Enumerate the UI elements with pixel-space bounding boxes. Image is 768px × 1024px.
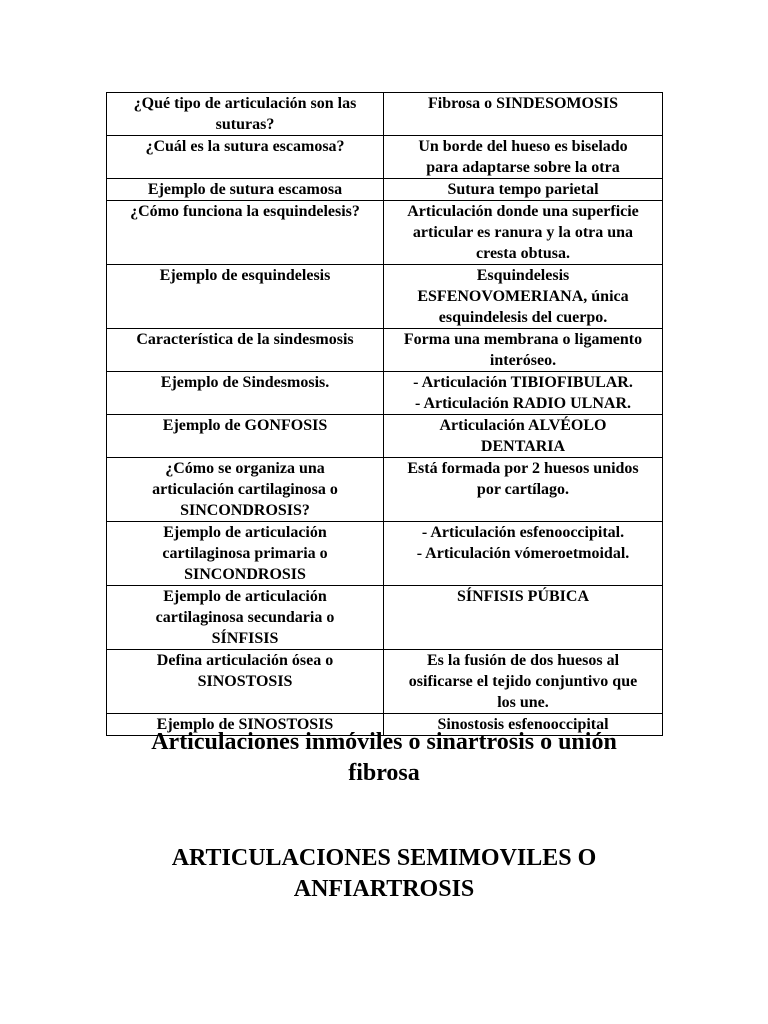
table-row (107, 93, 663, 136)
answer-cell: Un borde del hueso es biselado para adaptarse sobre la otra (384, 136, 663, 179)
question-cell: Ejemplo de GONFOSIS (107, 415, 384, 458)
question-cell: Ejemplo de sutura escamosa (107, 179, 384, 201)
table-row (107, 136, 663, 179)
answer-cell: SÍNFISIS PÚBICA (384, 586, 663, 650)
question-cell: Característica de la sindesmosis (107, 329, 384, 372)
table-row (107, 372, 663, 415)
section-heading-inmoviles: Articulaciones inmóviles o sinartrosis o unión fibrosa (151, 729, 617, 786)
question-cell: Ejemplo de Sindesmosis. (107, 372, 384, 415)
table-row (107, 522, 663, 586)
table-row (107, 329, 663, 372)
answer-cell: Es la fusión de dos huesos al osificarse el tejido conjuntivo que los une. (384, 650, 663, 714)
answer-cell: - Articulación esfenooccipital. - Articulación vómeroetmoidal. (384, 522, 663, 586)
table-row (107, 265, 663, 329)
table-row (107, 179, 663, 201)
answer-cell: Sinostosis esfenooccipital (384, 714, 663, 736)
answer-cell: Esquindelesis ESFENOVOMERIANA, única esquindelesis del cuerpo. (384, 265, 663, 329)
question-cell: Ejemplo de esquindelesis (107, 265, 384, 329)
table-row (107, 201, 663, 265)
answer-cell: Articulación donde una superficie articular es ranura y la otra una cresta obtusa. (384, 201, 663, 265)
table-row (107, 650, 663, 714)
answer-cell: - Articulación TIBIOFIBULAR. - Articulación RADIO ULNAR. (384, 372, 663, 415)
question-cell: ¿Cuál es la sutura escamosa? (107, 136, 384, 179)
question-cell: ¿Cómo se organiza una articulación cartilaginosa o SINCONDROSIS? (107, 458, 384, 522)
table-row (107, 458, 663, 522)
table-row (107, 415, 663, 458)
question-cell: ¿Cómo funciona la esquindelesis? (107, 201, 384, 265)
answer-cell: Articulación ALVÉOLO DENTARIA (384, 415, 663, 458)
section-heading-semimoviles: ARTICULACIONES SEMIMOVILES O ANFIARTROSIS (171, 845, 597, 902)
qa-table (106, 92, 663, 736)
question-cell: Ejemplo de SINOSTOSIS (107, 714, 384, 736)
answer-cell: Fibrosa o SINDESOMOSIS (384, 93, 663, 136)
question-cell: Defina articulación ósea o SINOSTOSIS (107, 650, 384, 714)
answer-cell: Forma una membrana o ligamento interóseo. (384, 329, 663, 372)
answer-cell: Está formada por 2 huesos unidos por cartílago. (384, 458, 663, 522)
question-cell: Ejemplo de articulación cartilaginosa primaria o SINCONDROSIS (107, 522, 384, 586)
question-cell: Ejemplo de articulación cartilaginosa secundaria o SÍNFISIS (107, 586, 384, 650)
table-row (107, 586, 663, 650)
question-cell: ¿Qué tipo de articulación son las suturas? (107, 93, 384, 136)
answer-cell: Sutura tempo parietal (384, 179, 663, 201)
